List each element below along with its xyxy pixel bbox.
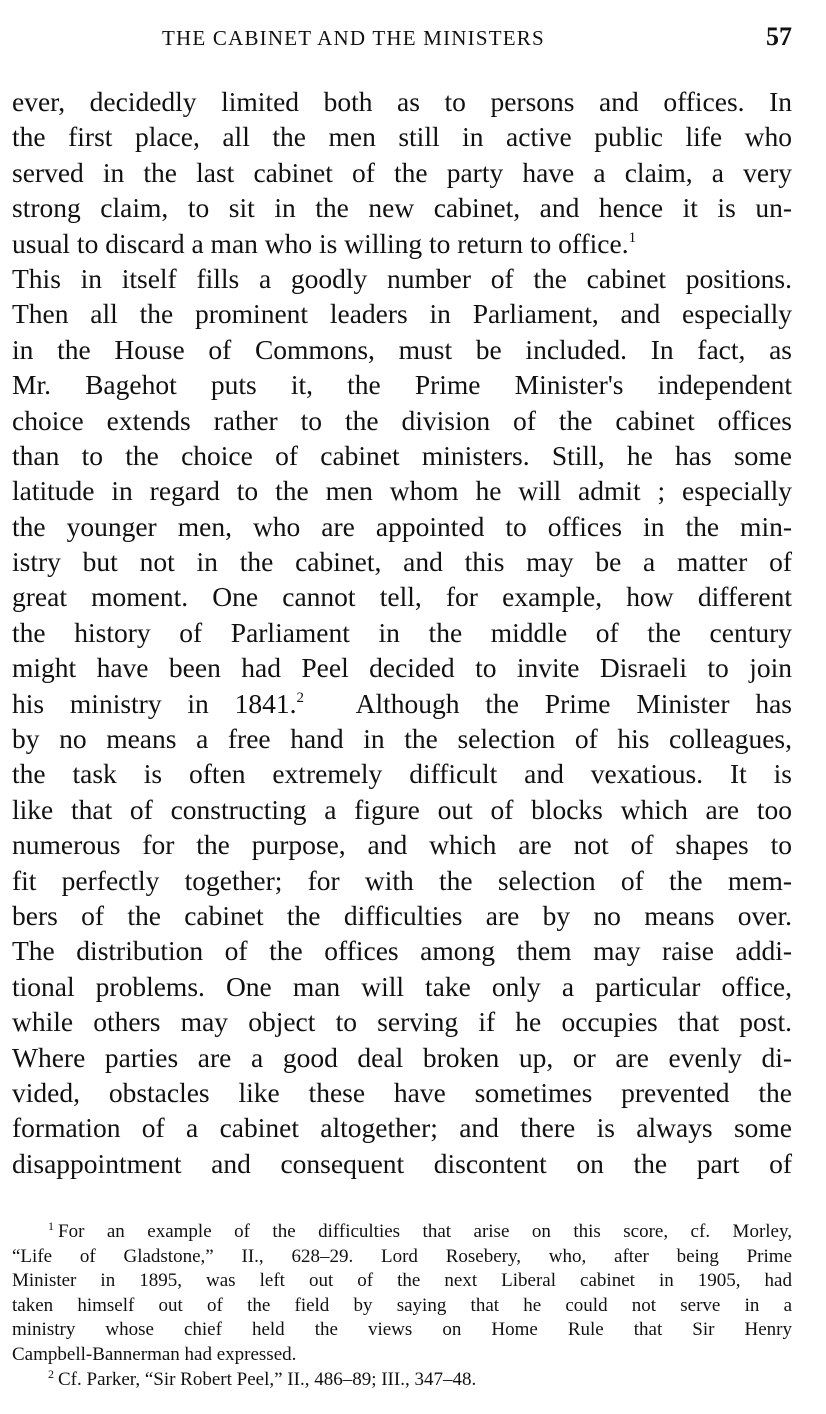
footnote-1-line: ministry whose chief held the views on Home Rule that Sir Henry bbox=[12, 1319, 792, 1341]
text-line: like that of constructing a figure out of blocks which are too bbox=[12, 793, 792, 825]
footnote-1-text: For an example of the difficulties that arise on this score, cf. Morley, bbox=[58, 1221, 792, 1242]
text-line: while others may object to serving if he occupies that post. bbox=[12, 1006, 792, 1038]
text-line-content: usual to discard a man who is willing to return to office. bbox=[12, 227, 629, 259]
running-head bbox=[12, 22, 792, 58]
footnote-2-line bbox=[12, 1368, 792, 1393]
footnote-1-line: Campbell-Bannerman had expressed. bbox=[12, 1343, 297, 1365]
text-line: the history of Parliament in the middle of the century bbox=[12, 616, 792, 648]
text-line: disappointment and consequent discontent on the part of bbox=[12, 1147, 792, 1179]
text-line: might have been had Peel decided to invite Disraeli to join bbox=[12, 652, 792, 684]
text-line: vided, obstacles like these have sometimes prevented the bbox=[12, 1076, 792, 1108]
text-line bbox=[12, 686, 792, 721]
text-line: formation of a cabinet altogether; and there is always some bbox=[12, 1112, 792, 1144]
text-line: Mr. Bagehot puts it, the Prime Minister's independent bbox=[12, 369, 792, 401]
text-line: choice extends rather to the division of the cabinet offices bbox=[12, 404, 792, 436]
text-line-continuation: Although the Prime Minister has bbox=[355, 687, 792, 719]
text-line: latitude in regard to the men whom he will admit ; especially bbox=[12, 475, 792, 507]
footnotes bbox=[12, 1220, 792, 1392]
running-title: THE CABINET AND THE MINISTERS bbox=[162, 26, 545, 50]
footnote-1-line: taken himself out of the field by saying that he could not serve in a bbox=[12, 1294, 792, 1316]
text-line: istry but not in the cabinet, and this may be a matter of bbox=[12, 546, 792, 578]
text-line: served in the last cabinet of the party have a claim, a very bbox=[12, 156, 792, 188]
page-number: 57 bbox=[766, 22, 792, 51]
footnote-1-line bbox=[12, 1220, 792, 1245]
text-line: bers of the cabinet the difficulties are by no means over. bbox=[12, 899, 792, 931]
text-line: than to the choice of cabinet ministers. Still, he has some bbox=[12, 439, 792, 471]
text-line: the first place, all the men still in active public life who bbox=[12, 121, 792, 153]
footnote-1-marker: 1 bbox=[48, 1219, 54, 1233]
book-page bbox=[12, 0, 792, 1414]
text-line: by no means a free hand in the selection of his colleagues, bbox=[12, 723, 792, 755]
text-line: ever, decidedly limited both as to persons and offices. In bbox=[12, 86, 792, 117]
footnote-2-marker: 2 bbox=[48, 1366, 54, 1381]
footnote-ref-1: 1 bbox=[628, 229, 637, 246]
footnote-1-line: Minister in 1895, was left out of the next Liberal cabinet in 1905, had bbox=[12, 1270, 792, 1292]
text-line: great moment. One cannot tell, for example, how different bbox=[12, 581, 792, 613]
text-line: tional problems. One man will take only a particular office, bbox=[12, 970, 792, 1002]
text-line: Then all the prominent leaders in Parliament, and especially bbox=[12, 298, 792, 330]
footnote-1-line: “Life of Gladstone,” II., 628–29. Lord Rosebery, who, after being Prime bbox=[12, 1245, 792, 1267]
text-line: Where parties are a good deal broken up, or are evenly di- bbox=[12, 1041, 792, 1073]
text-line: the task is often extremely difficult and vexatious. It is bbox=[12, 758, 792, 790]
footnote-ref-2: 2 bbox=[296, 689, 305, 706]
text-line: fit perfectly together; for with the selection of the mem- bbox=[12, 864, 792, 896]
footnote-2-text: Cf. Parker, “Sir Robert Peel,” II., 486–89; III., 347–48. bbox=[58, 1368, 477, 1390]
text-line: This in itself fills a goodly number of the cabinet positions. bbox=[12, 262, 792, 294]
text-line: numerous for the purpose, and which are not of shapes to bbox=[12, 829, 792, 861]
text-line: in the House of Commons, must be included. In fact, as bbox=[12, 333, 792, 365]
text-line: strong claim, to sit in the new cabinet, and hence it is un- bbox=[12, 192, 792, 224]
text-line bbox=[12, 226, 792, 261]
body-text bbox=[12, 84, 792, 1181]
text-line: the younger men, who are appointed to offices in the min- bbox=[12, 510, 792, 542]
text-line: The distribution of the offices among them may raise addi- bbox=[12, 935, 792, 967]
text-line-content: his ministry in 1841. bbox=[12, 687, 297, 719]
